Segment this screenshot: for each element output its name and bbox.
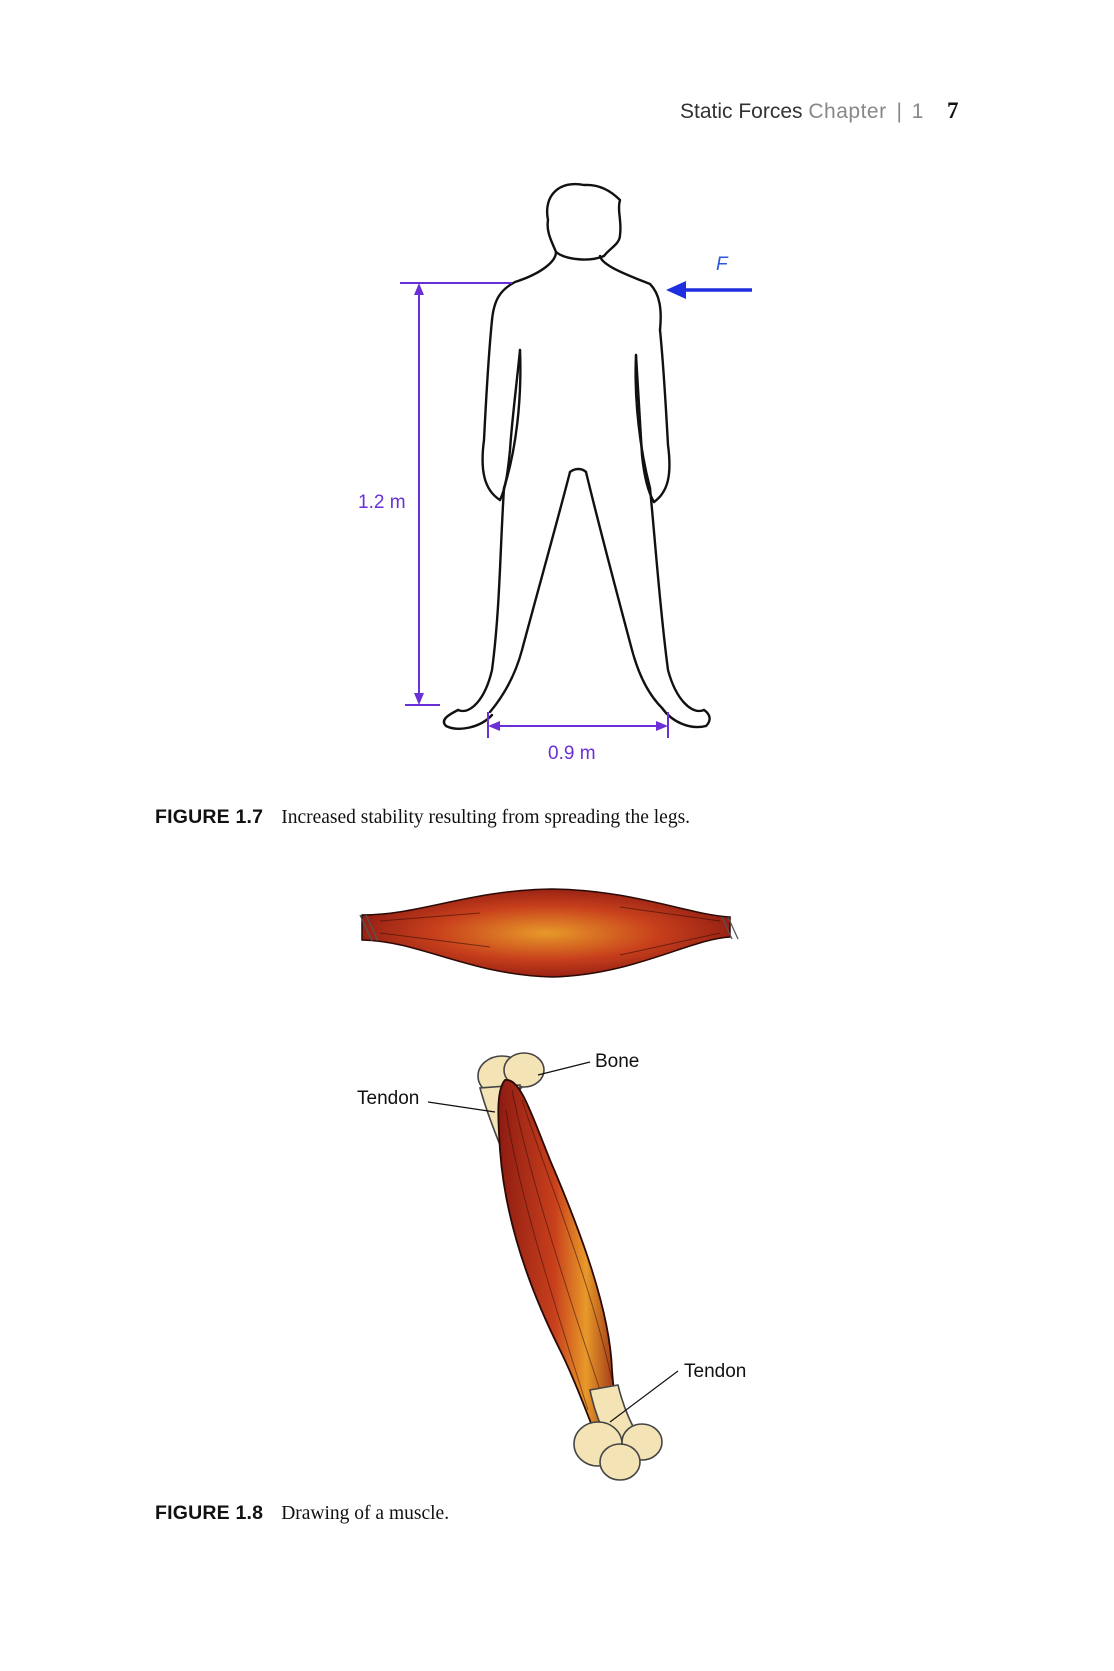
- height-dimension-label: 1.2 m: [358, 492, 406, 513]
- running-header: [680, 100, 923, 124]
- figure-1-8-caption: [155, 1502, 449, 1525]
- width-dimension-label: 0.9 m: [548, 743, 596, 764]
- chapter-number: 1: [911, 100, 924, 123]
- figure-1-8-label: FIGURE 1.8: [155, 1502, 264, 1524]
- bone-label: Bone: [595, 1051, 640, 1072]
- figure-1-7-caption: [155, 806, 690, 829]
- tendon-top-label: Tendon: [357, 1088, 420, 1109]
- figure-1-7-stance-diagram: [0, 170, 1114, 810]
- force-label: F: [716, 254, 728, 275]
- force-arrow: [666, 281, 752, 299]
- muscle-with-bone-illustration: [0, 1050, 1114, 1510]
- header-divider: |: [896, 100, 902, 123]
- width-dimension: [488, 712, 668, 738]
- horizontal-muscle-illustration: [0, 885, 1114, 1005]
- section-title: Static Forces: [680, 100, 803, 123]
- chapter-word: Chapter: [808, 100, 887, 123]
- figure-1-7-caption-text: Increased stability resulting from spreading the legs.: [281, 807, 691, 828]
- tendon-bottom-label: Tendon: [684, 1361, 747, 1382]
- figure-1-7-label: FIGURE 1.7: [155, 806, 264, 828]
- figure-1-8-caption-text: Drawing of a muscle.: [281, 1503, 450, 1524]
- human-silhouette: [444, 184, 710, 729]
- page-number: 7: [947, 98, 959, 123]
